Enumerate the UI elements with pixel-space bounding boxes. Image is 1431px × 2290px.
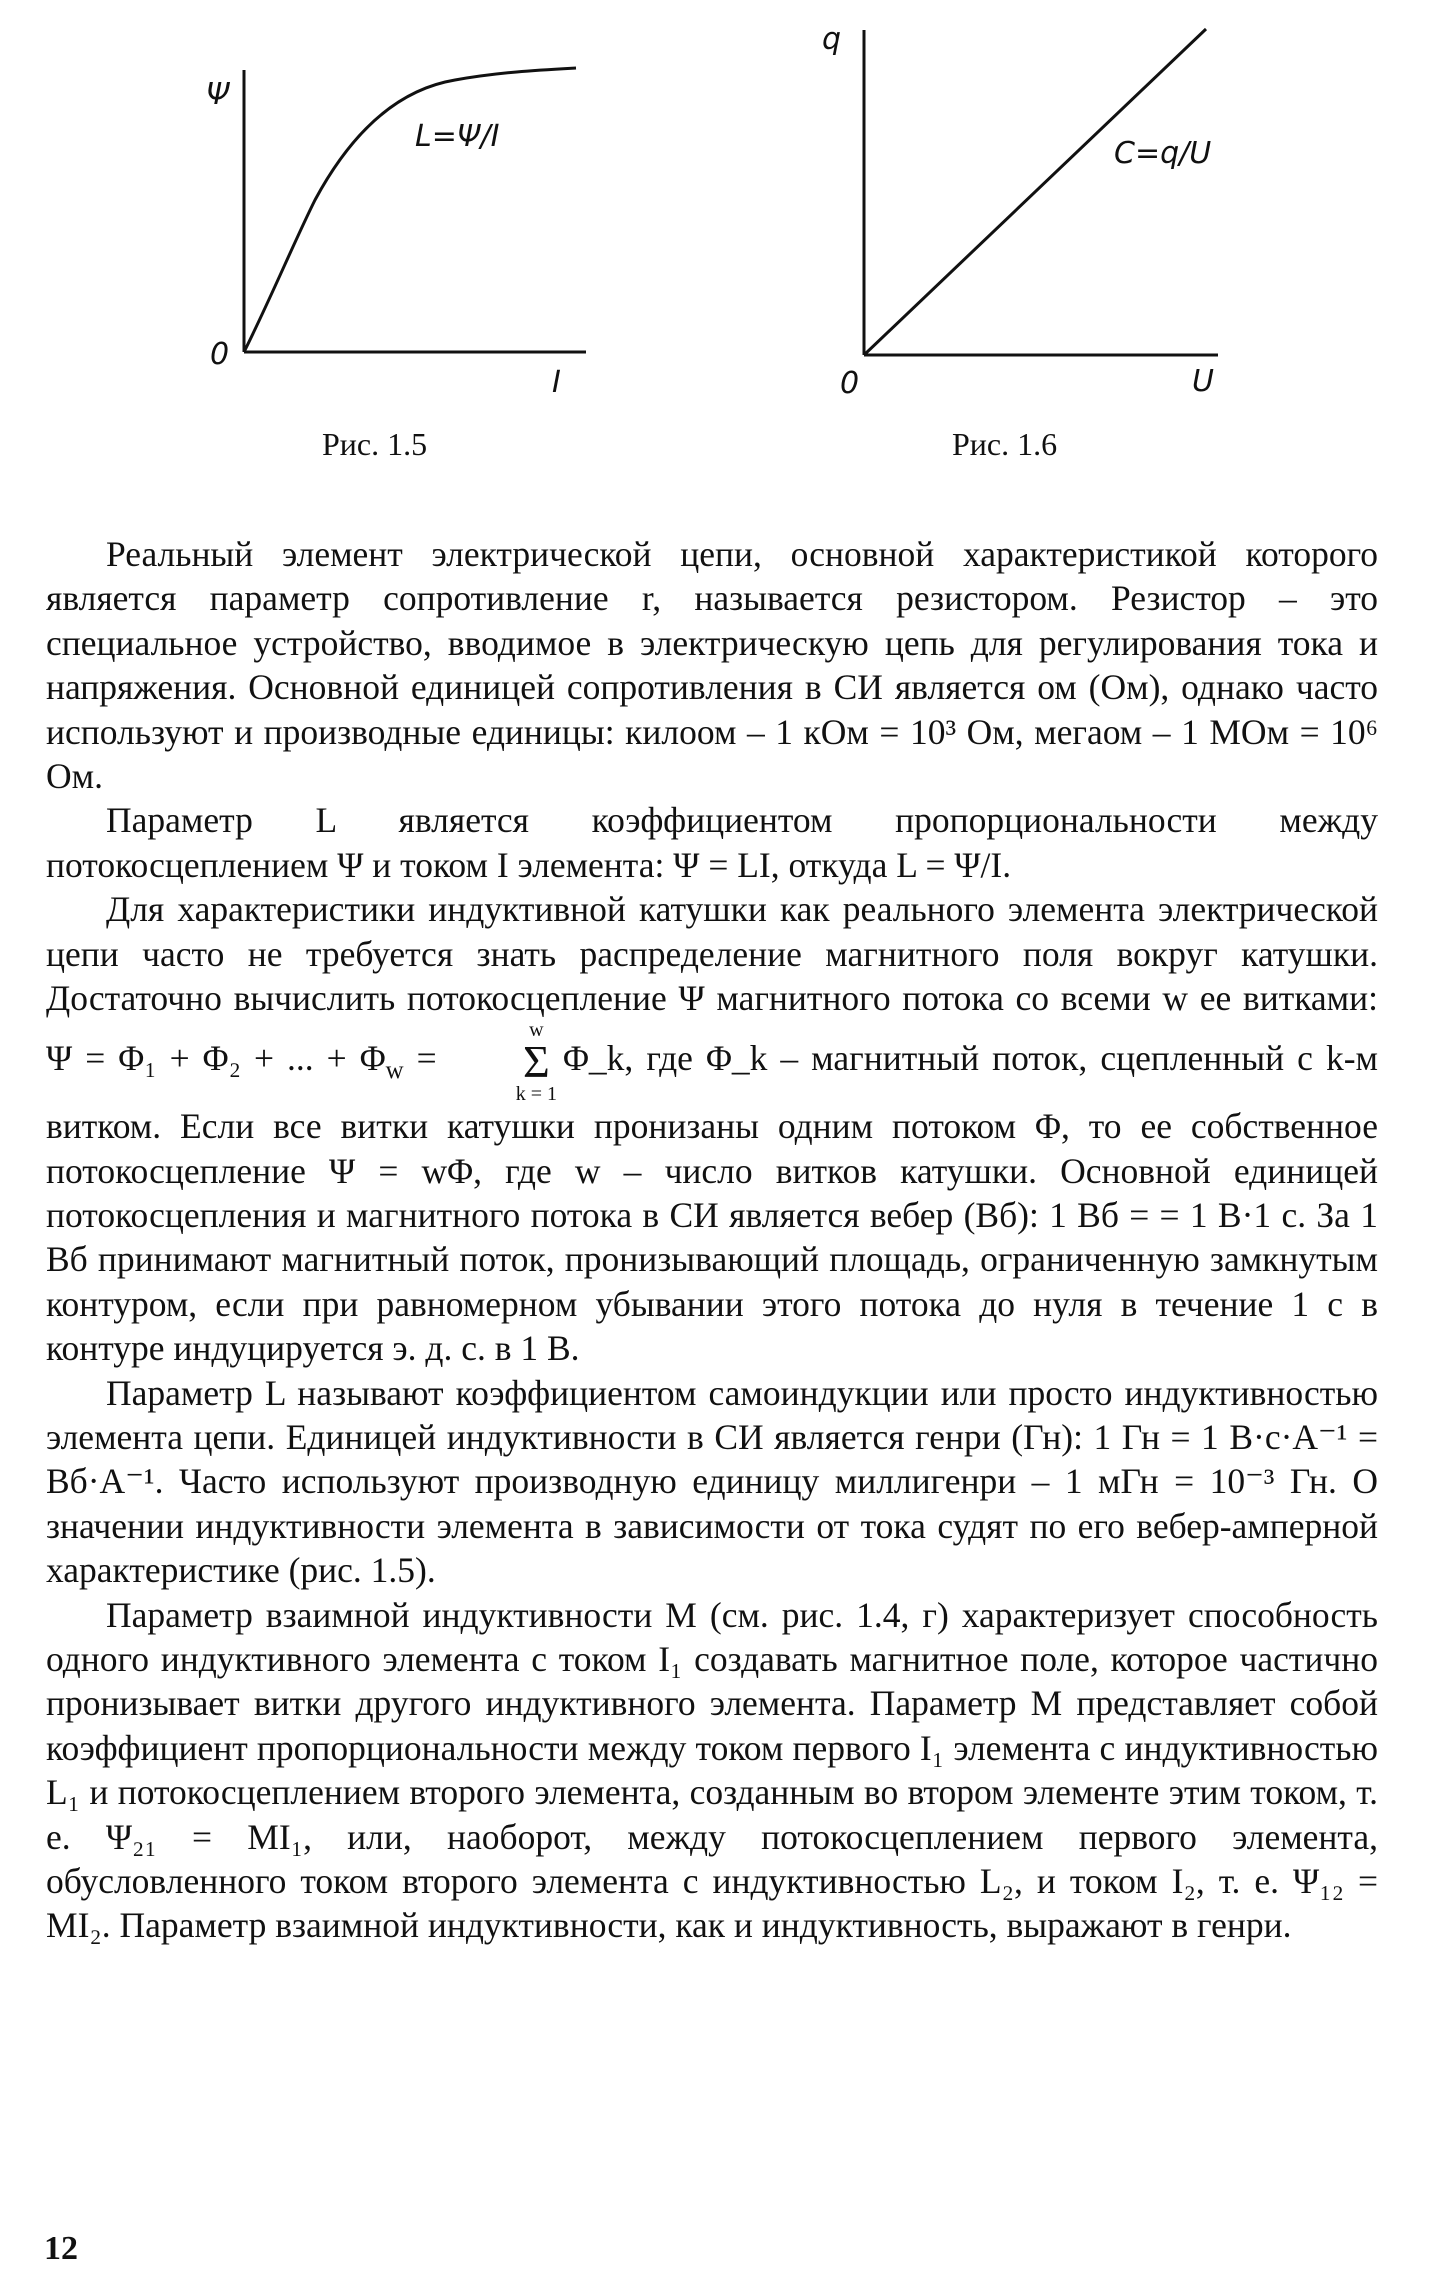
figure-1-6-plot — [820, 15, 1240, 385]
x-axis-label: U — [1192, 364, 1214, 399]
figure-1-6 — [820, 15, 1240, 475]
figure-1-5-plot — [200, 50, 620, 370]
sum-sign: Σ — [522, 1036, 550, 1088]
sum-upper-limit: w — [529, 1019, 544, 1042]
curve-label: L=Ψ/I — [415, 119, 500, 154]
sum-lower-limit: k = 1 — [515, 1083, 557, 1106]
y-axis-label: q — [822, 22, 842, 57]
paragraph-flux-linkage: Для характеристики индуктивной катушки как реального элемента электрической цепи часто не требуется знать распределение магнитного поля вокруг катушки. Достаточно вычислить потокосцепление Ψ магнитного потока со всеми w ее витками: Ψ = Φ₁ + Φ₂ + ... + $\Phi_w$ = w Σ k = 1 Φ_k, где Φ_k – магнитный поток, сцепленный с k-м витком. Если все витки катушки пронизаны одним потоком Φ, то ее собственное потокосцепление Ψ = wΦ, где w – число витков катушки. Основной единицей потокосцепления и магнитного потока в СИ является вебер (Вб): 1 Вб = = 1 В·1 с. За 1 Вб принимают магнитный поток, пронизывающий площадь, ограниченную замкнутым контуром, если при равномерном убывании этого потока до нуля в течение 1 с в контуре индуцируется э. д. с. в 1 В. — [46, 889, 1378, 1369]
paragraph-resistor: Реальный элемент электрической цепи, основной характеристикой которого является параметр сопротивление r, называется резистором. Резистор – это специальное устройство, вводимое в электрическую цепь для регулирования тока и напряжения. Основной единицей сопротивления в СИ является ом (Ом), однако часто используют и производные единицы: килоом – 1 кОм = 10³ Ом, мегаом – 1 МОм = 10⁶ Ом. — [46, 534, 1378, 797]
capacitance-line — [864, 29, 1206, 355]
paragraph-self-inductance: Параметр L называют коэффициентом самоиндукции или просто индуктивностью элемента цепи. Единицей индуктивности в СИ является генри (Гн): 1 Гн = 1 В·с·А⁻¹ = Вб·А⁻¹. Часто используют производную единицу миллигенри – 1 мГн = 10⁻³ Гн. О значении индуктивности элемента в зависимости от тока судят по его вебер-амперной характеристике (рис. 1.5). — [46, 1372, 1378, 1591]
paragraph-flux-linkage-part-1: Для характеристики индуктивной катушки как реального элемента электрической цепи часто не требуется знать распределение магнитного поля вокруг катушки. Достаточно вычислить потокосцепление Ψ магнитного потока со всеми w ее витками: Ψ = Φ₁ + Φ₂ + ... + Φ — [46, 889, 1378, 1079]
summation-formula — [456, 1020, 557, 1104]
paragraph-inductance-coefficient: Параметр L является коэффициентом пропорциональности между потокосцеплением Ψ и током I элемента: Ψ = LI, откуда L = Ψ/I. — [46, 800, 1378, 885]
weber-ampere-curve — [244, 68, 576, 352]
body-text — [46, 532, 1378, 1948]
figure-caption: Рис. 1.6 — [952, 426, 1058, 462]
paragraph-mutual-inductance: Параметр взаимной индуктивности M (см. рис. 1.4, г) характеризует способность одного индуктивного элемента с током I₁ создавать магнитное поле, которое частично пронизывает витки другого индуктивного элемента. Параметр M представляет собой коэффициент пропорциональности между током первого I₁ элемента с индуктивностью L₁ и потокосцеплением второго элемента, созданным во втором элементе этим током, т. е. Ψ₂₁ = MI₁, или, наоборот, между потокосцеплением первого элемента, обусловленного током второго элемента с индуктивностью L₂, и током I₂, т. е. Ψ₁₂ = MI₂. Параметр взаимной индуктивности, как и индуктивность, выражают в генри. — [46, 1594, 1378, 1946]
x-axis-label: I — [552, 365, 561, 400]
page-number: 12 — [44, 2230, 78, 2267]
paragraph-flux-linkage-part-2: Φ_k, где Φ_k – магнитный поток, сцепленный с k-м витком. Если все витки катушки пронизаны одним потоком Φ, то ее собственное потокосцепление Ψ = wΦ, где w – число витков катушки. Основной единицей потокосцепления и магнитного потока в СИ является вебер (Вб): 1 Вб = = 1 В·1 с. За 1 Вб принимают магнитный поток, пронизывающий площадь, ограниченную замкнутым контуром, если при равномерном убывании этого потока до нуля в течение 1 с в контуре индуцируется э. д. с. в 1 В. — [46, 1038, 1378, 1369]
figure-1-5 — [200, 50, 620, 470]
figure-caption: Рис. 1.5 — [322, 426, 428, 462]
y-axis-label: Ψ — [206, 77, 230, 112]
curve-label: C=q/U — [1114, 136, 1212, 171]
origin-label: 0 — [840, 366, 860, 401]
origin-label: 0 — [210, 337, 230, 372]
